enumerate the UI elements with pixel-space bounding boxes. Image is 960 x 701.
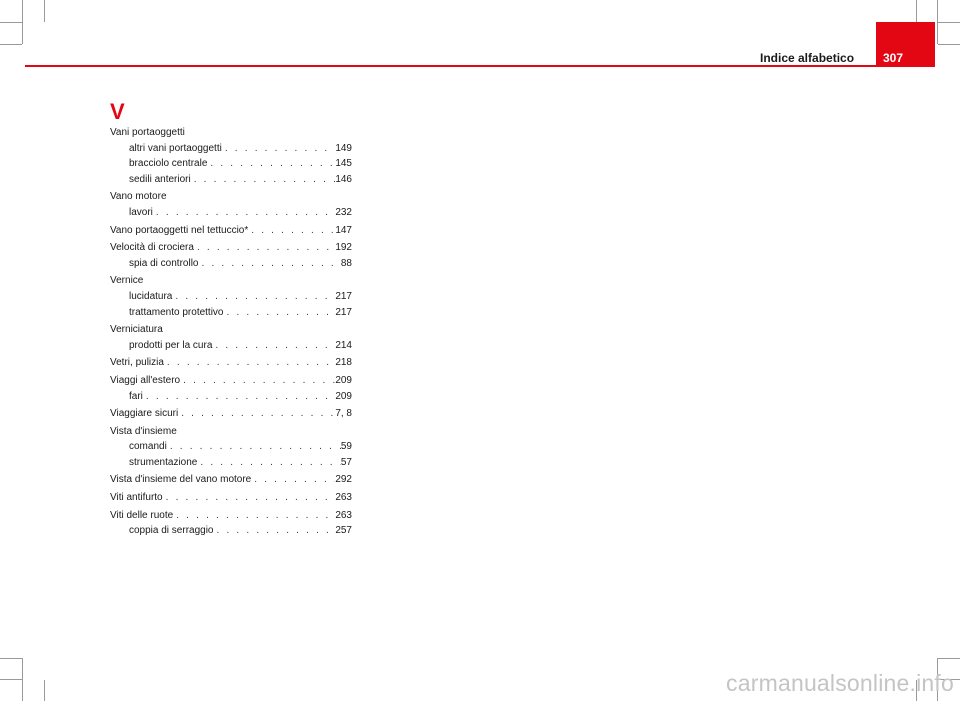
index-term: trattamento protettivo — [129, 306, 224, 318]
index-page-ref: 232 — [335, 206, 352, 218]
index-subentry — [110, 156, 352, 172]
dot-leader — [173, 508, 335, 524]
index-term: Viaggi all'estero — [110, 374, 181, 386]
index-entry — [110, 322, 352, 338]
index-entry — [110, 508, 352, 524]
dot-leader — [172, 289, 335, 305]
index-page-ref: 59 — [340, 441, 352, 453]
index-subentry — [110, 439, 352, 455]
index-term: spia di controllo — [129, 257, 199, 269]
index-page-ref: 217 — [335, 290, 352, 302]
index-term: Velocità di crociera — [110, 242, 194, 254]
index-subentry — [110, 389, 352, 405]
dot-leader — [214, 523, 336, 539]
header-rule — [25, 65, 935, 67]
index-subentry — [110, 523, 352, 539]
index-page-ref: 147 — [335, 224, 352, 236]
index-page-ref: 88 — [340, 257, 352, 269]
index-page-ref: 145 — [335, 158, 352, 170]
index-term: lucidatura — [129, 290, 173, 302]
index-term: sedili anteriori — [129, 173, 191, 185]
dot-leader — [207, 156, 335, 172]
dot-leader — [194, 240, 335, 256]
index-term: prodotti per la cura — [129, 339, 213, 351]
header-title: Indice alfabetico — [760, 51, 855, 65]
dot-leader — [178, 406, 335, 422]
watermark: carmanualsonline.info — [726, 670, 954, 696]
dot-leader — [163, 490, 336, 506]
index-term: Viaggiare sicuri — [110, 408, 179, 420]
index-entry — [110, 406, 352, 422]
index-entry — [110, 490, 352, 506]
index-entry — [110, 355, 352, 371]
index-subentry — [110, 455, 352, 471]
index-term: strumentazione — [129, 456, 198, 468]
dot-leader — [212, 338, 335, 354]
index-term: Vetri, pulizia — [110, 357, 164, 369]
dot-leader — [143, 389, 335, 405]
index-page-ref: 292 — [335, 474, 352, 486]
crop-mark — [22, 658, 23, 701]
index-term: Vani portaoggetti — [110, 127, 185, 138]
index-subentry — [110, 305, 352, 321]
index-list — [110, 125, 352, 539]
index-subentry — [110, 172, 352, 188]
index-term: Vano motore — [110, 191, 167, 203]
index-page-ref: 57 — [340, 456, 352, 468]
dot-leader — [167, 439, 341, 455]
index-page-ref: 263 — [335, 509, 352, 521]
index-term: fari — [129, 390, 143, 402]
dot-leader — [248, 223, 335, 239]
index-term: Vista d'insieme del vano motore — [110, 474, 252, 486]
index-page-ref: 214 — [335, 339, 352, 351]
dot-leader — [222, 141, 335, 157]
dot-leader — [180, 373, 335, 389]
dot-leader — [198, 256, 340, 272]
crop-mark — [0, 44, 22, 45]
index-term: altri vani portaoggetti — [129, 142, 222, 154]
index-term: Viti antifurto — [110, 492, 163, 504]
index-term: Verniciatura — [110, 324, 163, 336]
crop-mark — [938, 658, 960, 659]
index-term: Vano portaoggetti nel tettuccio* — [110, 224, 249, 236]
index-page-ref: 209 — [335, 390, 352, 402]
section-letter: V — [110, 99, 125, 124]
index-term: comandi — [129, 441, 167, 453]
crop-mark — [22, 0, 23, 44]
index-term: Vista d'insieme — [110, 425, 177, 437]
index-term: Viti delle ruote — [110, 509, 174, 521]
index-page-ref: 146 — [335, 173, 352, 185]
index-page-ref: 209 — [335, 374, 352, 386]
index-page-ref: 218 — [335, 357, 352, 369]
index-term: bracciolo centrale — [129, 158, 208, 170]
index-term: Vernice — [110, 275, 144, 287]
crop-mark — [0, 679, 22, 680]
index-entry — [110, 273, 352, 289]
dot-leader — [191, 172, 336, 188]
crop-mark — [937, 0, 938, 44]
index-entry — [110, 223, 352, 239]
dot-leader — [224, 305, 336, 321]
index-entry — [110, 424, 352, 440]
index-entry — [110, 472, 352, 488]
crop-mark — [916, 0, 917, 22]
index-entry — [110, 189, 352, 205]
index-subentry — [110, 338, 352, 354]
crop-mark — [0, 658, 22, 659]
crop-mark — [938, 44, 960, 45]
page-number: 307 — [883, 51, 904, 65]
index-term: lavori — [129, 206, 153, 218]
crop-mark — [44, 680, 45, 701]
index-page-ref: 257 — [335, 525, 352, 537]
index-subentry — [110, 205, 352, 221]
crop-mark — [938, 22, 960, 23]
index-term: coppia di serraggio — [129, 525, 214, 537]
index-entry — [110, 373, 352, 389]
index-subentry — [110, 289, 352, 305]
dot-leader — [197, 455, 341, 471]
dot-leader — [164, 355, 335, 371]
index-page-ref: 149 — [335, 142, 352, 154]
crop-mark — [44, 0, 45, 22]
index-page-ref: 263 — [335, 492, 352, 504]
index-entry — [110, 240, 352, 256]
index-subentry — [110, 256, 352, 272]
crop-mark — [0, 22, 22, 23]
index-subentry — [110, 141, 352, 157]
index-page-ref: 7, 8 — [335, 408, 352, 420]
index-page-ref: 192 — [335, 242, 352, 254]
index-entry — [110, 125, 352, 141]
dot-leader — [153, 205, 335, 221]
index-page-ref: 217 — [335, 306, 352, 318]
dot-leader — [251, 472, 335, 488]
